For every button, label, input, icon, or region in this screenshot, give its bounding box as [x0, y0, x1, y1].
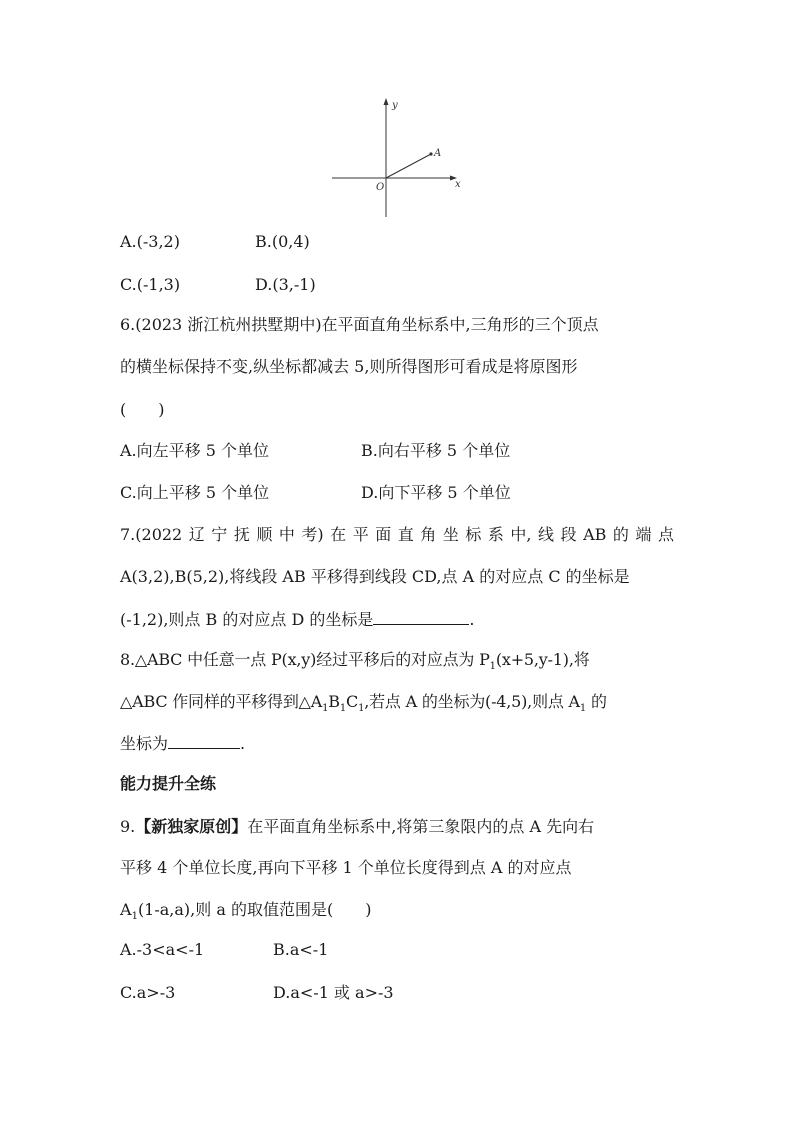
q7-text-part: 直: [397, 525, 414, 544]
q7-text-part: 考): [301, 525, 324, 544]
q9-line-3: [120, 900, 372, 923]
q7-text-part: 端: [635, 525, 652, 544]
q7-text-part: 中: [278, 525, 295, 544]
q9-text: (1-a,a),则 a 的取值范围是( ): [137, 900, 372, 919]
q8-subscript: 1: [489, 661, 496, 673]
q9-number: 9.: [120, 817, 136, 836]
q8-subscript: 1: [358, 703, 365, 715]
q8-line-2: [120, 692, 607, 715]
q9-tag: 【新独家原创】: [135, 817, 248, 836]
q8-text: △ABC 作同样的平移得到△A: [120, 692, 323, 711]
q7-line-2: A(3,2),B(5,2),将线段 AB 平移得到线段 CD,点 A 的对应点 C 的坐标是: [120, 567, 630, 586]
q7-text-part: 标: [465, 525, 482, 544]
segment-oa: [386, 154, 431, 178]
x-axis-label: x: [455, 179, 461, 190]
q7-text-part: 线: [538, 525, 555, 544]
q9-line-2: 平移 4 个单位长度,再向下平移 1 个单位长度得到点 A 的对应点: [120, 858, 572, 877]
q8-answer-blank[interactable]: [168, 734, 240, 749]
q7-text-part: 顺: [256, 525, 273, 544]
q8-text: (x+5,y-1),将: [495, 650, 590, 669]
q5-option-b: B.(0,4): [255, 232, 310, 251]
q7-text-part: 段: [560, 525, 577, 544]
point-a-label: A: [434, 148, 442, 159]
point-a: [429, 152, 432, 155]
q7-text-part: 角: [420, 525, 437, 544]
q7-text-part: 中,: [510, 525, 532, 544]
q8-subscript: 1: [579, 703, 587, 715]
q7-text-part: 面: [375, 525, 392, 544]
q7-line-3-text: (-1,2),则点 B 的对应点 D 的坐标是: [120, 610, 374, 629]
coordinate-figure: [320, 95, 470, 220]
q7-text-part: 宁: [211, 525, 228, 544]
q6-line-3: ( ): [120, 400, 165, 419]
q9-option-d: D.a<-1 或 a>-3: [273, 983, 394, 1002]
origin-label: O: [376, 182, 385, 193]
q7-text-part: 在: [330, 525, 347, 544]
q7-text-part: 点: [657, 525, 674, 544]
q8-line-1: [120, 650, 590, 673]
q9-text: A: [120, 900, 132, 919]
q6-line-2: 的横坐标保持不变,纵坐标都减去 5,则所得图形可看成是将原图形: [120, 357, 578, 376]
y-axis-arrow: [384, 98, 389, 105]
q7-text-part: AB: [583, 525, 607, 544]
q9-option-b: B.a<-1: [273, 940, 329, 959]
q9-text: 在平面直角坐标系中,将第三象限内的点 A 先向右: [247, 817, 595, 836]
q8-line-3: [120, 734, 245, 754]
q8-text: 8.△ABC 中任意一点 P(x,y)经过平移后的对应点为 P: [120, 650, 490, 669]
q5-option-d: D.(3,-1): [255, 275, 316, 294]
q9-subscript: 1: [131, 911, 138, 923]
q7-answer-blank[interactable]: [373, 610, 469, 625]
q8-text: C: [346, 692, 359, 711]
y-axis-label: y: [392, 100, 398, 111]
q5-option-a: A.(-3,2): [120, 232, 180, 251]
q7-text-part: 抚: [233, 525, 250, 544]
q8-line-3-end: .: [240, 734, 246, 753]
q7-text-part: 7.(2022: [120, 525, 183, 544]
q9-line-1: [120, 817, 594, 837]
section-heading: 能力提升全练: [120, 774, 217, 793]
q7-line-3-end: .: [469, 610, 475, 629]
q7-line-3: [120, 610, 474, 630]
q6-option-b: B.向右平移 5 个单位: [361, 441, 511, 460]
q5-option-c: C.(-1,3): [120, 275, 181, 294]
q8-subscript: 1: [322, 703, 329, 715]
q7-text-part: 平: [352, 525, 369, 544]
q6-line-1: 6.(2023 浙江杭州拱墅期中)在平面直角坐标系中,三角形的三个顶点: [120, 315, 599, 334]
q7-text-part: 辽: [188, 525, 205, 544]
q7-line-1: [120, 525, 674, 545]
q9-option-c: C.a>-3: [120, 983, 176, 1002]
q7-text-part: 系: [487, 525, 504, 544]
q6-option-a: A.向左平移 5 个单位: [120, 441, 269, 460]
q8-text: 的: [586, 692, 607, 711]
q8-subscript: 1: [339, 703, 347, 715]
q8-text: ,若点 A 的坐标为(-4,5),则点 A: [364, 692, 580, 711]
q6-option-c: C.向上平移 5 个单位: [120, 483, 270, 502]
q7-text-part: 的: [612, 525, 629, 544]
q8-text: B: [328, 692, 340, 711]
q9-option-a: A.-3<a<-1: [120, 940, 205, 959]
q6-option-d: D.向下平移 5 个单位: [361, 483, 511, 502]
q8-line-3-text: 坐标为: [120, 734, 169, 753]
q7-text-part: 坐: [442, 525, 459, 544]
